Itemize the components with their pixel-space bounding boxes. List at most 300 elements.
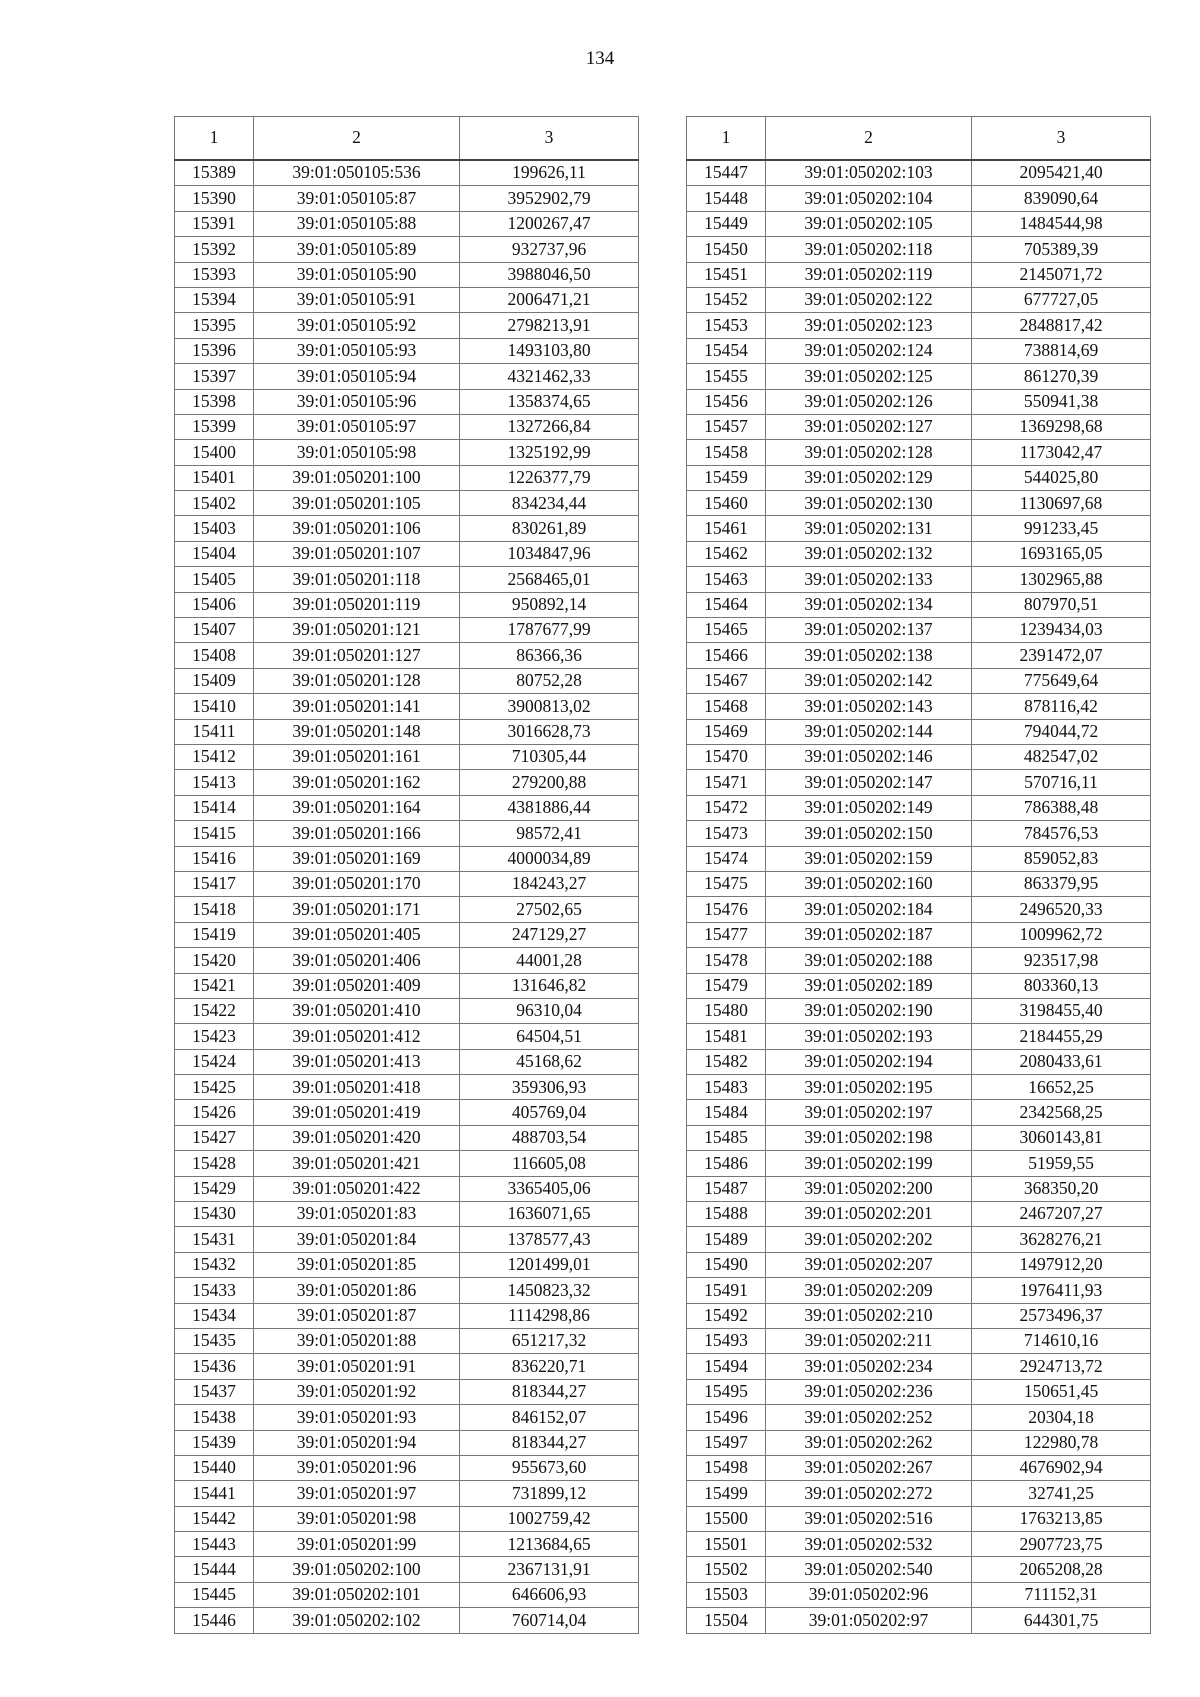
- table-row: [687, 313, 1151, 338]
- table-row: [687, 541, 1151, 566]
- table-row: [175, 744, 639, 769]
- table-row: [687, 1303, 1151, 1328]
- cell-number: 15422: [175, 998, 254, 1023]
- cell-value: 760714,04: [460, 1608, 639, 1633]
- cell-cadastral-id: 39:01:050202:516: [766, 1506, 972, 1531]
- cell-number: 15454: [687, 338, 766, 363]
- cell-value: 2065208,28: [972, 1557, 1151, 1582]
- cell-cadastral-id: 39:01:050202:129: [766, 465, 972, 490]
- cell-number: 15461: [687, 516, 766, 541]
- table-row: [687, 998, 1151, 1023]
- cell-cadastral-id: 39:01:050202:128: [766, 440, 972, 465]
- table-row: [175, 237, 639, 262]
- cell-value: 651217,32: [460, 1328, 639, 1353]
- cell-cadastral-id: 39:01:050202:184: [766, 897, 972, 922]
- cell-cadastral-id: 39:01:050202:125: [766, 364, 972, 389]
- cell-cadastral-id: 39:01:050105:92: [254, 313, 460, 338]
- cell-cadastral-id: 39:01:050202:100: [254, 1557, 460, 1582]
- cell-number: 15467: [687, 668, 766, 693]
- cell-number: 15420: [175, 948, 254, 973]
- table-row: [175, 1481, 639, 1506]
- cell-value: 830261,89: [460, 516, 639, 541]
- cell-cadastral-id: 39:01:050202:134: [766, 592, 972, 617]
- table-row: [687, 821, 1151, 846]
- table-row: [175, 567, 639, 592]
- cell-number: 15416: [175, 846, 254, 871]
- cell-number: 15490: [687, 1252, 766, 1277]
- cell-cadastral-id: 39:01:050202:138: [766, 643, 972, 668]
- cell-cadastral-id: 39:01:050202:159: [766, 846, 972, 871]
- table-row: [687, 237, 1151, 262]
- cell-cadastral-id: 39:01:050202:143: [766, 694, 972, 719]
- cell-number: 15415: [175, 821, 254, 846]
- cell-value: 1976411,93: [972, 1278, 1151, 1303]
- cell-value: 955673,60: [460, 1455, 639, 1480]
- cell-value: 1009962,72: [972, 922, 1151, 947]
- cell-value: 2391472,07: [972, 643, 1151, 668]
- table-row: [687, 948, 1151, 973]
- table-row: [175, 1278, 639, 1303]
- cell-cadastral-id: 39:01:050202:198: [766, 1125, 972, 1150]
- cell-cadastral-id: 39:01:050202:540: [766, 1557, 972, 1582]
- cell-cadastral-id: 39:01:050202:144: [766, 719, 972, 744]
- cell-value: 488703,54: [460, 1125, 639, 1150]
- cell-cadastral-id: 39:01:050105:536: [254, 160, 460, 186]
- cell-number: 15452: [687, 287, 766, 312]
- cell-number: 15451: [687, 262, 766, 287]
- table-row: [175, 821, 639, 846]
- cell-number: 15462: [687, 541, 766, 566]
- cell-cadastral-id: 39:01:050201:141: [254, 694, 460, 719]
- cell-cadastral-id: 39:01:050202:194: [766, 1049, 972, 1074]
- table-body-left: [175, 160, 639, 1633]
- table-row: [175, 160, 639, 186]
- cell-number: 15479: [687, 973, 766, 998]
- table-row: [175, 871, 639, 896]
- cell-cadastral-id: 39:01:050201:121: [254, 618, 460, 643]
- cell-number: 15423: [175, 1024, 254, 1049]
- cell-cadastral-id: 39:01:050105:96: [254, 389, 460, 414]
- cell-value: 1130697,68: [972, 491, 1151, 516]
- cell-value: 1497912,20: [972, 1252, 1151, 1277]
- cell-number: 15498: [687, 1455, 766, 1480]
- cell-value: 3988046,50: [460, 262, 639, 287]
- cell-cadastral-id: 39:01:050201:106: [254, 516, 460, 541]
- cell-number: 15417: [175, 871, 254, 896]
- table-row: [687, 1176, 1151, 1201]
- cell-cadastral-id: 39:01:050201:162: [254, 770, 460, 795]
- table-row: [687, 1252, 1151, 1277]
- cell-cadastral-id: 39:01:050202:102: [254, 1608, 460, 1633]
- cell-cadastral-id: 39:01:050201:164: [254, 795, 460, 820]
- cell-number: 15402: [175, 491, 254, 516]
- table-row: [175, 618, 639, 643]
- cell-cadastral-id: 39:01:050202:267: [766, 1455, 972, 1480]
- cell-cadastral-id: 39:01:050202:188: [766, 948, 972, 973]
- cell-cadastral-id: 39:01:050201:409: [254, 973, 460, 998]
- cell-number: 15419: [175, 922, 254, 947]
- table-row: [687, 1405, 1151, 1430]
- cell-cadastral-id: 39:01:050105:94: [254, 364, 460, 389]
- cell-number: 15435: [175, 1328, 254, 1353]
- table-row: [687, 414, 1151, 439]
- cell-number: 15502: [687, 1557, 766, 1582]
- cell-cadastral-id: 39:01:050202:126: [766, 389, 972, 414]
- cell-number: 15455: [687, 364, 766, 389]
- cell-cadastral-id: 39:01:050201:406: [254, 948, 460, 973]
- table-row: [175, 1430, 639, 1455]
- cell-value: 32741,25: [972, 1481, 1151, 1506]
- cell-value: 784576,53: [972, 821, 1151, 846]
- cell-cadastral-id: 39:01:050202:272: [766, 1481, 972, 1506]
- cell-value: 2184455,29: [972, 1024, 1151, 1049]
- cell-cadastral-id: 39:01:050202:101: [254, 1582, 460, 1607]
- table-row: [175, 668, 639, 693]
- cell-value: 550941,38: [972, 389, 1151, 414]
- table-row: [687, 744, 1151, 769]
- table-row: [687, 1151, 1151, 1176]
- cell-cadastral-id: 39:01:050202:104: [766, 186, 972, 211]
- table-row: [687, 465, 1151, 490]
- cell-cadastral-id: 39:01:050202:97: [766, 1608, 972, 1633]
- cell-number: 15449: [687, 211, 766, 236]
- cell-cadastral-id: 39:01:050201:88: [254, 1328, 460, 1353]
- cell-value: 794044,72: [972, 719, 1151, 744]
- cell-value: 98572,41: [460, 821, 639, 846]
- table-row: [687, 694, 1151, 719]
- cell-number: 15474: [687, 846, 766, 871]
- cell-number: 15428: [175, 1151, 254, 1176]
- cell-value: 786388,48: [972, 795, 1151, 820]
- cell-number: 15445: [175, 1582, 254, 1607]
- cell-cadastral-id: 39:01:050202:137: [766, 618, 972, 643]
- cell-value: 4381886,44: [460, 795, 639, 820]
- table-row: [175, 1379, 639, 1404]
- cell-value: 1450823,32: [460, 1278, 639, 1303]
- cell-number: 15438: [175, 1405, 254, 1430]
- table-row: [687, 592, 1151, 617]
- cell-value: 2573496,37: [972, 1303, 1151, 1328]
- table-row: [175, 1582, 639, 1607]
- cell-cadastral-id: 39:01:050202:210: [766, 1303, 972, 1328]
- cell-value: 836220,71: [460, 1354, 639, 1379]
- table-row: [175, 465, 639, 490]
- table-row: [687, 846, 1151, 871]
- cell-number: 15424: [175, 1049, 254, 1074]
- cell-value: 859052,83: [972, 846, 1151, 871]
- table-row: [687, 1049, 1151, 1074]
- table-row: [175, 1049, 639, 1074]
- table-row: [175, 1608, 639, 1633]
- table-row: [687, 1532, 1151, 1557]
- cell-cadastral-id: 39:01:050202:130: [766, 491, 972, 516]
- cell-cadastral-id: 39:01:050202:103: [766, 160, 972, 186]
- cell-number: 15394: [175, 287, 254, 312]
- cell-number: 15469: [687, 719, 766, 744]
- column-header-value: 3: [972, 117, 1151, 161]
- table-row: [175, 440, 639, 465]
- cell-value: 279200,88: [460, 770, 639, 795]
- cell-value: 1327266,84: [460, 414, 639, 439]
- table-row: [687, 186, 1151, 211]
- cell-value: 2342568,25: [972, 1100, 1151, 1125]
- cell-value: 2496520,33: [972, 897, 1151, 922]
- table-row: [175, 1100, 639, 1125]
- cell-cadastral-id: 39:01:050202:160: [766, 871, 972, 896]
- cell-cadastral-id: 39:01:050201:100: [254, 465, 460, 490]
- table-row: [687, 1100, 1151, 1125]
- table-row: [687, 440, 1151, 465]
- cell-value: 2907723,75: [972, 1532, 1151, 1557]
- cell-cadastral-id: 39:01:050105:87: [254, 186, 460, 211]
- cell-number: 15483: [687, 1075, 766, 1100]
- cell-cadastral-id: 39:01:050201:118: [254, 567, 460, 592]
- cell-value: 834234,44: [460, 491, 639, 516]
- cell-number: 15489: [687, 1227, 766, 1252]
- cell-cadastral-id: 39:01:050201:84: [254, 1227, 460, 1252]
- cell-value: 1239434,03: [972, 618, 1151, 643]
- cell-value: 1693165,05: [972, 541, 1151, 566]
- cell-number: 15491: [687, 1278, 766, 1303]
- cell-value: 1034847,96: [460, 541, 639, 566]
- cell-cadastral-id: 39:01:050105:91: [254, 287, 460, 312]
- cell-number: 15409: [175, 668, 254, 693]
- table-row: [175, 897, 639, 922]
- cell-cadastral-id: 39:01:050202:200: [766, 1176, 972, 1201]
- cell-number: 15472: [687, 795, 766, 820]
- cell-value: 1636071,65: [460, 1202, 639, 1227]
- cell-number: 15414: [175, 795, 254, 820]
- cell-cadastral-id: 39:01:050201:127: [254, 643, 460, 668]
- cell-number: 15459: [687, 465, 766, 490]
- table-row: [687, 287, 1151, 312]
- table-header-row: [687, 117, 1151, 161]
- cell-value: 64504,51: [460, 1024, 639, 1049]
- column-header-number: 1: [687, 117, 766, 161]
- cell-number: 15473: [687, 821, 766, 846]
- table-row: [687, 871, 1151, 896]
- cell-value: 2798213,91: [460, 313, 639, 338]
- cell-number: 15475: [687, 871, 766, 896]
- cell-number: 15425: [175, 1075, 254, 1100]
- cell-cadastral-id: 39:01:050202:133: [766, 567, 972, 592]
- cell-cadastral-id: 39:01:050201:99: [254, 1532, 460, 1557]
- cell-value: 2848817,42: [972, 313, 1151, 338]
- cell-cadastral-id: 39:01:050202:150: [766, 821, 972, 846]
- cell-cadastral-id: 39:01:050202:122: [766, 287, 972, 312]
- table-row: [687, 1455, 1151, 1480]
- table-row: [687, 262, 1151, 287]
- cell-number: 15458: [687, 440, 766, 465]
- cell-number: 15495: [687, 1379, 766, 1404]
- table-row: [175, 1125, 639, 1150]
- cell-value: 1369298,68: [972, 414, 1151, 439]
- cell-cadastral-id: 39:01:050201:92: [254, 1379, 460, 1404]
- cell-cadastral-id: 39:01:050201:93: [254, 1405, 460, 1430]
- cell-number: 15499: [687, 1481, 766, 1506]
- table-row: [687, 1328, 1151, 1353]
- table-row: [687, 160, 1151, 186]
- cell-number: 15393: [175, 262, 254, 287]
- table-row: [687, 389, 1151, 414]
- cell-number: 15426: [175, 1100, 254, 1125]
- cell-number: 15497: [687, 1430, 766, 1455]
- cell-value: 184243,27: [460, 871, 639, 896]
- column-header-cadastral-id: 2: [766, 117, 972, 161]
- table-row: [687, 668, 1151, 693]
- cell-cadastral-id: 39:01:050202:209: [766, 1278, 972, 1303]
- table-row: [687, 567, 1151, 592]
- cell-number: 15430: [175, 1202, 254, 1227]
- table-row: [175, 1354, 639, 1379]
- table-row: [687, 770, 1151, 795]
- cell-value: 3628276,21: [972, 1227, 1151, 1252]
- table-row: [175, 973, 639, 998]
- cell-value: 1493103,80: [460, 338, 639, 363]
- table-row: [175, 262, 639, 287]
- cell-value: 1787677,99: [460, 618, 639, 643]
- table-row: [687, 1557, 1151, 1582]
- cell-cadastral-id: 39:01:050202:96: [766, 1582, 972, 1607]
- cell-cadastral-id: 39:01:050201:412: [254, 1024, 460, 1049]
- cell-value: 51959,55: [972, 1151, 1151, 1176]
- table-row: [687, 1227, 1151, 1252]
- cell-value: 482547,02: [972, 744, 1151, 769]
- cell-cadastral-id: 39:01:050201:94: [254, 1430, 460, 1455]
- cell-cadastral-id: 39:01:050201:422: [254, 1176, 460, 1201]
- cell-cadastral-id: 39:01:050202:262: [766, 1430, 972, 1455]
- cell-value: 4321462,33: [460, 364, 639, 389]
- cell-value: 86366,36: [460, 643, 639, 668]
- cell-value: 878116,42: [972, 694, 1151, 719]
- table-row: [687, 618, 1151, 643]
- cell-value: 818344,27: [460, 1430, 639, 1455]
- cell-number: 15440: [175, 1455, 254, 1480]
- cell-number: 15493: [687, 1328, 766, 1353]
- table-row: [175, 364, 639, 389]
- cell-cadastral-id: 39:01:050201:105: [254, 491, 460, 516]
- cell-value: 2006471,21: [460, 287, 639, 312]
- cell-cadastral-id: 39:01:050105:88: [254, 211, 460, 236]
- cell-cadastral-id: 39:01:050201:418: [254, 1075, 460, 1100]
- cell-value: 705389,39: [972, 237, 1151, 262]
- column-header-cadastral-id: 2: [254, 117, 460, 161]
- table-row: [687, 922, 1151, 947]
- cell-value: 1226377,79: [460, 465, 639, 490]
- cell-cadastral-id: 39:01:050202:532: [766, 1532, 972, 1557]
- cell-value: 803360,13: [972, 973, 1151, 998]
- cell-cadastral-id: 39:01:050202:146: [766, 744, 972, 769]
- cell-value: 3198455,40: [972, 998, 1151, 1023]
- cell-number: 15457: [687, 414, 766, 439]
- cell-number: 15400: [175, 440, 254, 465]
- cell-cadastral-id: 39:01:050202:202: [766, 1227, 972, 1252]
- cell-cadastral-id: 39:01:050201:107: [254, 541, 460, 566]
- cell-cadastral-id: 39:01:050202:118: [766, 237, 972, 262]
- cell-number: 15503: [687, 1582, 766, 1607]
- page-number: 134: [585, 48, 615, 69]
- cell-number: 15405: [175, 567, 254, 592]
- table-row: [175, 1455, 639, 1480]
- cell-number: 15464: [687, 592, 766, 617]
- cell-number: 15399: [175, 414, 254, 439]
- cell-value: 4000034,89: [460, 846, 639, 871]
- cell-number: 15412: [175, 744, 254, 769]
- table-row: [687, 795, 1151, 820]
- cell-value: 1114298,86: [460, 1303, 639, 1328]
- cell-number: 15480: [687, 998, 766, 1023]
- table-row: [175, 719, 639, 744]
- table-row: [687, 364, 1151, 389]
- cell-cadastral-id: 39:01:050105:89: [254, 237, 460, 262]
- cell-cadastral-id: 39:01:050202:252: [766, 1405, 972, 1430]
- cell-value: 711152,31: [972, 1582, 1151, 1607]
- cell-value: 923517,98: [972, 948, 1151, 973]
- cell-number: 15397: [175, 364, 254, 389]
- table-row: [175, 1252, 639, 1277]
- cell-value: 3365405,06: [460, 1176, 639, 1201]
- cell-number: 15496: [687, 1405, 766, 1430]
- cell-number: 15418: [175, 897, 254, 922]
- cell-value: 3016628,73: [460, 719, 639, 744]
- cell-value: 775649,64: [972, 668, 1151, 693]
- column-header-value: 3: [460, 117, 639, 161]
- cell-number: 15427: [175, 1125, 254, 1150]
- cell-value: 150651,45: [972, 1379, 1151, 1404]
- table-row: [687, 1024, 1151, 1049]
- cell-cadastral-id: 39:01:050202:124: [766, 338, 972, 363]
- table-row: [175, 1202, 639, 1227]
- table-row: [687, 719, 1151, 744]
- cell-number: 15401: [175, 465, 254, 490]
- table-row: [175, 1024, 639, 1049]
- cell-number: 15406: [175, 592, 254, 617]
- cell-cadastral-id: 39:01:050201:119: [254, 592, 460, 617]
- data-table-left: [174, 116, 639, 1634]
- cell-cadastral-id: 39:01:050202:187: [766, 922, 972, 947]
- table-row: [687, 1430, 1151, 1455]
- table-row: [175, 922, 639, 947]
- table-row: [687, 643, 1151, 668]
- cell-cadastral-id: 39:01:050201:419: [254, 1100, 460, 1125]
- table-row: [175, 1405, 639, 1430]
- cell-value: 1002759,42: [460, 1506, 639, 1531]
- cell-number: 15390: [175, 186, 254, 211]
- cell-cadastral-id: 39:01:050202:190: [766, 998, 972, 1023]
- cell-cadastral-id: 39:01:050201:161: [254, 744, 460, 769]
- cell-value: 2467207,27: [972, 1202, 1151, 1227]
- cell-number: 15463: [687, 567, 766, 592]
- cell-number: 15389: [175, 160, 254, 186]
- table-row: [687, 1608, 1151, 1633]
- cell-cadastral-id: 39:01:050201:128: [254, 668, 460, 693]
- cell-cadastral-id: 39:01:050201:96: [254, 1455, 460, 1480]
- cell-value: 359306,93: [460, 1075, 639, 1100]
- cell-number: 15478: [687, 948, 766, 973]
- cell-value: 3952902,79: [460, 186, 639, 211]
- cell-cadastral-id: 39:01:050202:197: [766, 1100, 972, 1125]
- cell-value: 863379,95: [972, 871, 1151, 896]
- cell-value: 247129,27: [460, 922, 639, 947]
- table-row: [687, 1506, 1151, 1531]
- table-row: [175, 1075, 639, 1100]
- cell-value: 991233,45: [972, 516, 1151, 541]
- cell-value: 16652,25: [972, 1075, 1151, 1100]
- cell-number: 15391: [175, 211, 254, 236]
- table-row: [175, 313, 639, 338]
- cell-number: 15413: [175, 770, 254, 795]
- cell-number: 15442: [175, 1506, 254, 1531]
